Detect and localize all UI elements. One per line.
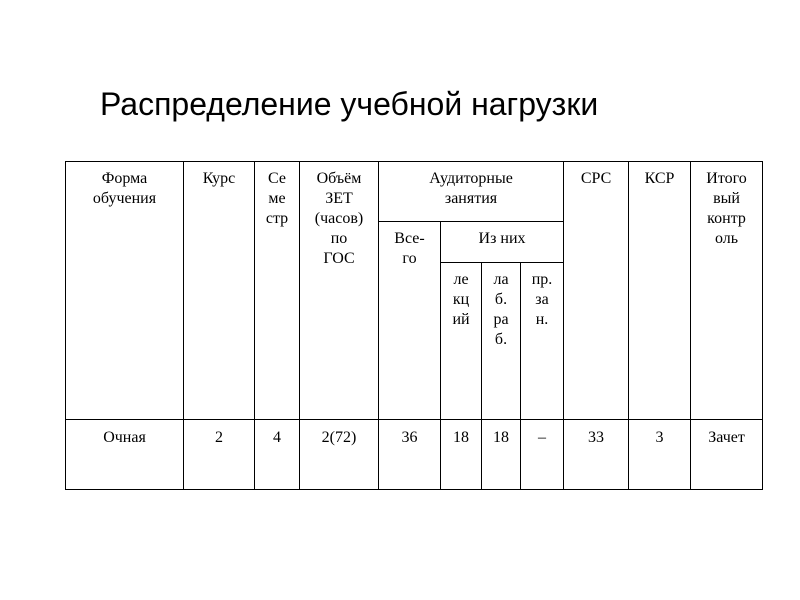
header-auditory: Аудиторные занятия xyxy=(379,162,564,222)
header-volume: Объём ЗЕТ (часов) по ГОС xyxy=(300,162,379,420)
cell-course: 2 xyxy=(184,420,255,490)
header-lectures: ле кц ий xyxy=(441,263,482,420)
cell-final-control: Зачет xyxy=(691,420,763,490)
load-distribution-table xyxy=(65,161,763,490)
cell-volume: 2(72) xyxy=(300,420,379,490)
header-final-control: Итого вый контр оль xyxy=(691,162,763,420)
cell-total: 36 xyxy=(379,420,441,490)
cell-practice: – xyxy=(521,420,564,490)
cell-form: Очная xyxy=(66,420,184,490)
header-practice: пр. за н. xyxy=(521,263,564,420)
header-ksr: КСР xyxy=(629,162,691,420)
header-labs: ла б. ра б. xyxy=(482,263,521,420)
cell-ksr: 3 xyxy=(629,420,691,490)
cell-srs: 33 xyxy=(564,420,629,490)
cell-labs: 18 xyxy=(482,420,521,490)
header-row xyxy=(66,162,763,222)
header-form: Форма обучения xyxy=(66,162,184,420)
table-row xyxy=(66,420,763,490)
header-semester: Се ме стр xyxy=(255,162,300,420)
header-of-which: Из них xyxy=(441,222,564,263)
cell-semester: 4 xyxy=(255,420,300,490)
slide-title: Распределение учебной нагрузки xyxy=(100,86,599,122)
header-course: Курс xyxy=(184,162,255,420)
cell-lectures: 18 xyxy=(441,420,482,490)
header-srs: СРС xyxy=(564,162,629,420)
header-total: Все- го xyxy=(379,222,441,420)
